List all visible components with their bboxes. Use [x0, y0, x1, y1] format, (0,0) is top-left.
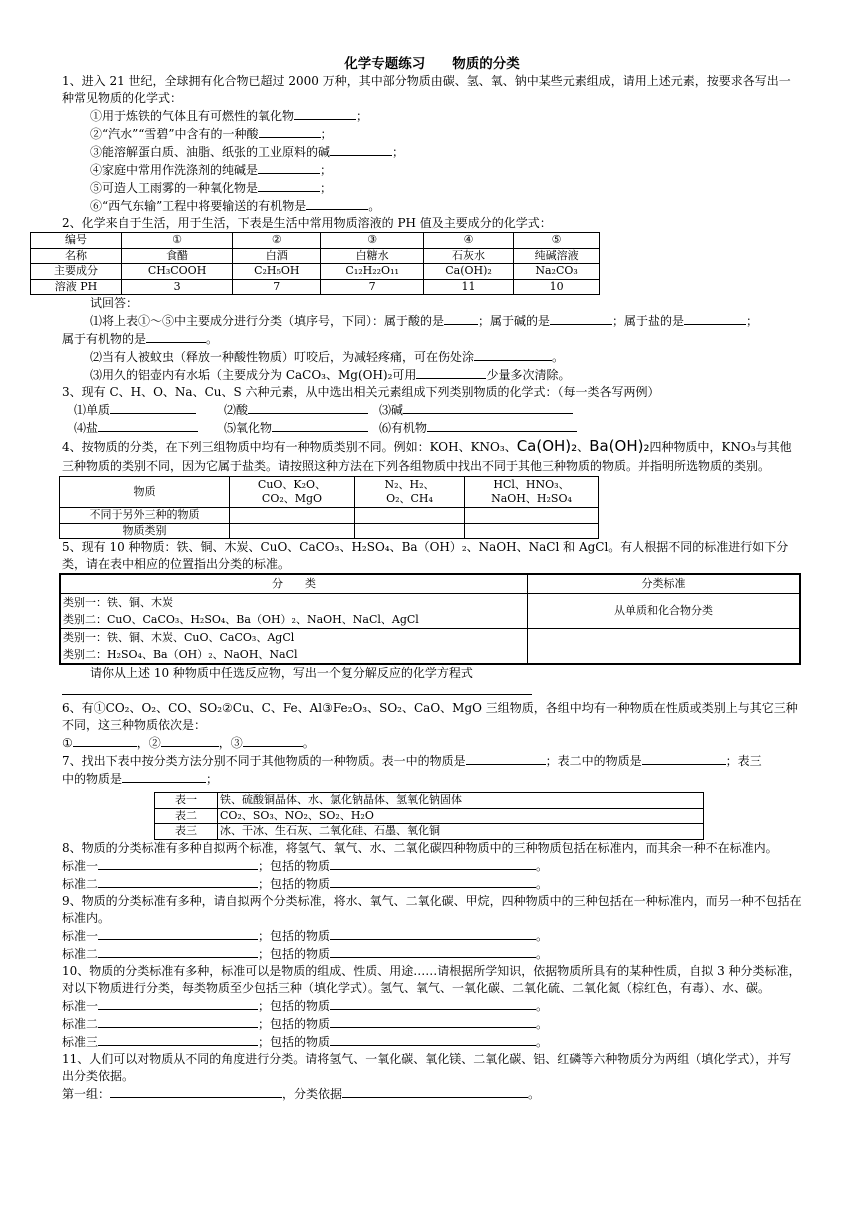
answer-blank[interactable] — [146, 330, 206, 343]
answer-blank[interactable] — [330, 997, 536, 1010]
page-title: 化学专题练习 物质的分类 — [344, 56, 520, 72]
answer-blank[interactable] — [416, 366, 486, 379]
table-row: 名称 食醋 白酒 白糖水 石灰水 纯碱溶液 — [31, 248, 600, 264]
answer-blank[interactable] — [98, 419, 198, 432]
answer-blank[interactable] — [98, 1015, 258, 1028]
q3-row-1: ⑴单质 ⑵酸 ⑶碱 — [62, 401, 802, 419]
q1-item-6: ⑥“西气东输”工程中将要输送的有机物是 。 — [90, 199, 381, 213]
q2-sub-2: ⑵当有人被蚊虫（释放一种酸性物质）叮咬后，为减轻疼痛，可在伤处涂 。 — [90, 350, 565, 364]
answer-blank[interactable] — [306, 197, 368, 210]
answer-blank[interactable] — [259, 125, 321, 138]
table-row: 表三 冰、干冰、生石灰、二氧化硅、石墨、氧化铜 — [155, 824, 704, 840]
table-row: 物质 CuO、K₂O、 CO₂、MgO N₂、H₂、 O₂、CH₄ HCl、HNO₃、 NaOH、H₂SO₄ — [60, 477, 599, 508]
answer-blank[interactable] — [474, 348, 552, 361]
answer-blank[interactable] — [444, 312, 478, 325]
answer-blank[interactable] — [248, 401, 368, 414]
answer-blank[interactable] — [98, 945, 258, 958]
answer-blank[interactable] — [330, 1033, 536, 1046]
answer-cell[interactable] — [230, 523, 355, 539]
q2-intro: 2、化学来自于生活，用于生活，下表是生活中常用物质溶液的 PH 值及主要成分的化学式： — [62, 216, 552, 230]
q8-standard-2: 标准二 ；包括的物质 。 — [62, 876, 549, 891]
q8-standard-1: 标准一 ；包括的物质 。 — [62, 858, 549, 873]
worksheet-page — [54, 56, 802, 1103]
q1-item-2: ②“汽水”“雪碧”中含有的一种酸 ； — [90, 127, 333, 141]
q5-ask: 请你从上述 10 种物质中任选反应物，写出一个复分解反应的化学方程式 — [90, 666, 473, 680]
answer-blank[interactable] — [110, 401, 196, 414]
answer-cell[interactable] — [528, 629, 801, 665]
q1-item-5: ⑤可造人工雨雾的一种氧化物是 ； — [90, 181, 333, 195]
answer-blank[interactable] — [330, 927, 536, 940]
table-row: 分 类 分类标准 — [60, 574, 800, 594]
answer-blank[interactable] — [62, 682, 532, 695]
table-row: 溶液 PH 3 7 7 11 10 — [31, 279, 600, 295]
answer-blank[interactable] — [684, 312, 746, 325]
q2-try: 试回答： — [90, 296, 139, 310]
answer-blank[interactable] — [330, 945, 536, 958]
answer-blank[interactable] — [110, 1085, 282, 1098]
answer-blank[interactable] — [122, 770, 206, 783]
table-row: 物质类别 — [60, 523, 599, 539]
q10-standard-3: 标准三 ；包括的物质 。 — [62, 1034, 549, 1049]
answer-blank[interactable] — [73, 734, 137, 747]
q9-standard-1: 标准一 ；包括的物质 。 — [62, 928, 549, 943]
q2-sub-1: ⑴将上表①～⑤中主要成分进行分类（填序号，下同）：属于酸的是 ；属于碱的是 ；属于盐的是 ； — [90, 314, 759, 328]
q1-item-1: ①用于炼铁的气体且有可燃性的氧化物 ； — [90, 109, 369, 123]
q9-standard-2: 标准二 ；包括的物质 。 — [62, 946, 549, 961]
answer-blank[interactable] — [258, 161, 320, 174]
answer-cell[interactable] — [355, 508, 465, 524]
q5-table — [59, 573, 801, 665]
q2-sub-1-cont: 属于有机物的是 。 — [62, 332, 219, 346]
answer-blank[interactable] — [466, 752, 546, 765]
answer-blank[interactable] — [294, 107, 356, 120]
q10-standard-1: 标准一 ；包括的物质 。 — [62, 998, 549, 1013]
answer-blank[interactable] — [98, 875, 258, 888]
table-row: 类别一：铁、铜、木炭、CuO、CaCO₃、AgCl 类别二：H₂SO₄、Ba（OH）₂、NaOH、NaCl — [60, 629, 800, 665]
table-row: 不同于另外三种的物质 — [60, 508, 599, 524]
q4-intro: 4、按物质的分类，在下列三组物质中均有一种物质类别不同。例如：KOH、KNO₃、Ca(OH)₂、Ba(OH)₂四种物质中，KNO₃与其他三种物质的类别不同，因为它属于盐类。请按照这种方法在下列各组物质中找出不同于其他三种物质的物质。并指明所选物质的类别。 — [62, 437, 792, 473]
ph-table — [30, 232, 600, 295]
answer-blank[interactable] — [161, 734, 219, 747]
answer-blank[interactable] — [98, 997, 258, 1010]
q9-intro: 9、物质的分类标准有多种，请自拟两个分类标准，将水、氧气、二氧化碳、甲烷，四种物质中的三种包括在一种标准内，而另一种不包括在标准内。 — [62, 893, 802, 925]
answer-blank[interactable] — [403, 401, 573, 414]
answer-blank[interactable] — [272, 419, 368, 432]
q10-standard-2: 标准二 ；包括的物质 。 — [62, 1016, 549, 1031]
q1-item-4: ④家庭中常用作洗涤剂的纯碱是 ； — [90, 163, 333, 177]
answer-blank[interactable] — [550, 312, 612, 325]
answer-cell[interactable] — [465, 523, 599, 539]
q7-intro-cont: 中的物质是 ； — [62, 772, 219, 786]
answer-cell[interactable] — [355, 523, 465, 539]
q3-row-2: ⑷盐 ⑸氧化物 ⑹有机物 — [62, 419, 802, 437]
q11-intro: 11、人们可以对物质从不同的角度进行分类。请将氢气、一氧化碳、氧化镁、二氧化碳、铝、红磷等六种物质分为两组（填化学式），并写出分类依据。 — [62, 1051, 792, 1083]
answer-blank[interactable] — [642, 752, 726, 765]
table-row: 表二 CO₂、SO₃、NO₂、SO₂、H₂O — [155, 808, 704, 824]
q5-intro: 5、现有 10 种物质：铁、铜、木炭、CuO、CaCO₃、H₂SO₄、Ba（OH）₂、NaOH、NaCl 和 AgCl。有人根据不同的标准进行如下分类，请在表中相应的位置指出分类的标准。 — [62, 540, 789, 571]
answer-blank[interactable] — [98, 927, 258, 940]
table-row: 表一 铁、硫酸铜晶体、水、氯化钠晶体、氢氧化钠固体 — [155, 793, 704, 809]
answer-blank[interactable] — [98, 857, 258, 870]
q4-table — [59, 476, 599, 539]
q8-intro: 8、物质的分类标准有多种自拟两个标准，将氢气、氧气、水、二氧化碳四种物质中的三种物质包括在标准内，而其余一种不在标准内。 — [62, 840, 778, 855]
answer-blank[interactable] — [342, 1085, 528, 1098]
answer-blank[interactable] — [258, 179, 320, 192]
q10-intro: 10、物质的分类标准有多种，标准可以是物质的组成、性质、用途……请根据所学知识，依据物质所具有的某种性质，自拟 3 种分类标准，对以下物质进行分类，每类物质至少包括三种（填化学式）。氢气、氧气、一氧化碳、二氧化硫、二氧化氮（棕红色，有毒）、水、碳。 — [62, 963, 801, 995]
answer-blank[interactable] — [330, 143, 392, 156]
answer-blank[interactable] — [427, 419, 577, 432]
table-row: 编号 ① ② ③ ④ ⑤ — [31, 233, 600, 249]
table-row: 类别一：铁、铜、木炭 类别二：CuO、CaCO₃、H₂SO₄、Ba（OH）₂、NaOH、NaCl、AgCl 从单质和化合物分类 — [60, 594, 800, 629]
q1-item-3: ③能溶解蛋白质、油脂、纸张的工业原料的碱 ； — [90, 145, 405, 159]
q7-table — [154, 792, 704, 840]
q3-intro: 3、现有 C、H、O、Na、Cu、S 六种元素，从中选出相关元素组成下列类别物质的化学式：（每一类各写两例） — [62, 385, 660, 399]
q6-answers: ① ，② ，③ 。 — [62, 736, 315, 750]
answer-blank[interactable] — [98, 1033, 258, 1046]
q7-intro: 7、找出下表中按分类方法分别不同于其他物质的一种物质。表一中的物质是 ；表二中的物质是 ；表三 — [62, 754, 762, 768]
q11-group-1: 第一组： ，分类依据 。 — [62, 1086, 541, 1101]
q6-intro: 6、有①CO₂、O₂、CO、SO₂②Cu、C、Fe、Al③Fe₂O₃、SO₂、CaO、MgO 三组物质，各组中均有一种物质在性质或类别上与其它三种不同，这三种物质依次是： — [62, 701, 798, 732]
q1-intro: 1、进入 21 世纪，全球拥有化合物已超过 2000 万种，其中部分物质由碳、氢、氧、钠中某些元素组成，请用上述元素，按要求各写出一种常见物质的化学式： — [62, 74, 791, 105]
answer-blank[interactable] — [330, 875, 536, 888]
answer-blank[interactable] — [330, 857, 536, 870]
answer-blank[interactable] — [243, 734, 303, 747]
q2-sub-3: ⑶用久的铝壶内有水垢（主要成分为 CaCO₃、Mg(OH)₂可用 少量多次清除。 — [90, 368, 571, 382]
table-row: 主要成分 CH₃COOH C₂H₅OH C₁₂H₂₂O₁₁ Ca(OH)₂ Na₂CO₃ — [31, 264, 600, 280]
q5-answer-line — [62, 682, 802, 700]
answer-blank[interactable] — [330, 1015, 536, 1028]
answer-cell[interactable] — [230, 508, 355, 524]
answer-cell[interactable] — [465, 508, 599, 524]
